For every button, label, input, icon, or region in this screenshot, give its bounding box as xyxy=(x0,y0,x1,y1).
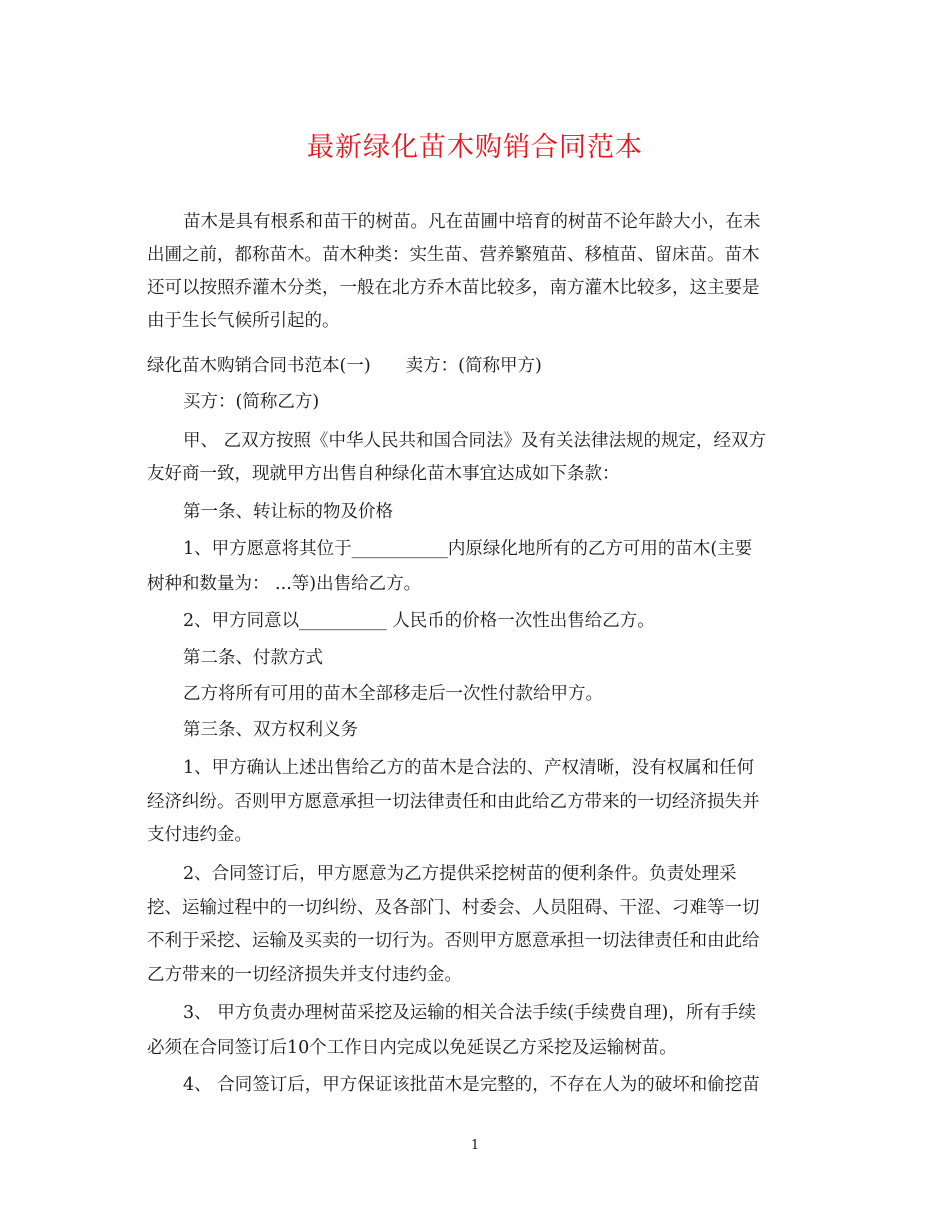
page-number: 1 xyxy=(470,1138,480,1153)
paragraph-line: 2、甲方同意以__________ 人民币的价格一次性出售给乙方。 xyxy=(183,611,655,631)
paragraph-line: 3、 甲方负责办理树苗采挖及运输的相关合法手续(手续费自理)，所有手续 xyxy=(183,1003,756,1023)
paragraph-line: 友好商一致，现就甲方出售自种绿化苗木事宜达成如下条款： xyxy=(147,464,620,484)
section-heading: 第三条、双方权利义务 xyxy=(183,720,358,740)
paragraph-line: 经济纠纷。否则甲方愿意承担一切法律责任和由此给乙方带来的一切经济损失并 xyxy=(147,792,760,812)
section-heading: 第二条、付款方式 xyxy=(183,648,323,668)
paragraph-line: 乙方将所有可用的苗木全部移走后一次性付款给甲方。 xyxy=(183,684,603,704)
paragraph-line: 出圃之前，都称苗木。苗木种类：实生苗、营养繁殖苗、移植苗、留床苗。苗木 xyxy=(147,245,760,265)
paragraph-line: 2、合同签订后，甲方愿意为乙方提供采挖树苗的便利条件。负责处理采 xyxy=(183,864,737,884)
paragraph-line: 苗木是具有根系和苗干的树苗。凡在苗圃中培育的树苗不论年龄大小，在未 xyxy=(183,212,761,232)
section-heading: 第一条、转让标的物及价格 xyxy=(183,502,393,522)
paragraph-line: 不利于采挖、运输及买卖的一切行为。否则甲方愿意承担一切法律责任和由此给 xyxy=(147,931,760,951)
paragraph-line: 挖、运输过程中的一切纠纷、及各部门、村委会、人员阻碍、干涩、刁难等一切 xyxy=(147,898,760,918)
paragraph-line: 绿化苗木购销合同书范本(一) 卖方：(简称甲方) xyxy=(147,356,542,376)
paragraph-line: 1、甲方确认上述出售给乙方的苗木是合法的、产权清晰，没有权属和任何 xyxy=(183,758,755,778)
paragraph-line: 树种和数量为： ...等)出售给乙方。 xyxy=(147,574,422,594)
paragraph-line: 乙方带来的一切经济损失并支付违约金。 xyxy=(147,965,462,985)
paragraph-line: 买方：(简称乙方) xyxy=(183,392,320,412)
paragraph-line: 由于生长气候所引起的。 xyxy=(147,311,340,331)
paragraph-line: 必须在合同签订后10个工作日内完成以免延误乙方采挖及运输树苗。 xyxy=(147,1038,677,1058)
paragraph-line: 4、 合同签订后，甲方保证该批苗木是完整的，不存在人为的破坏和偷挖苗 xyxy=(183,1075,760,1095)
document-title: 最新绿化苗木购销合同范本 xyxy=(307,132,643,163)
paragraph-line: 还可以按照乔灌木分类，一般在北方乔木苗比较多，南方灌木比较多，这主要是 xyxy=(147,278,760,298)
paragraph-line: 1、甲方愿意将其位于___________内原绿化地所有的乙方可用的苗木(主要 xyxy=(183,539,753,559)
paragraph-line: 支付违约金。 xyxy=(147,825,252,845)
paragraph-line: 甲、 乙双方按照《中华人民共和国合同法》及有关法律法规的规定，经双方 xyxy=(183,431,767,451)
